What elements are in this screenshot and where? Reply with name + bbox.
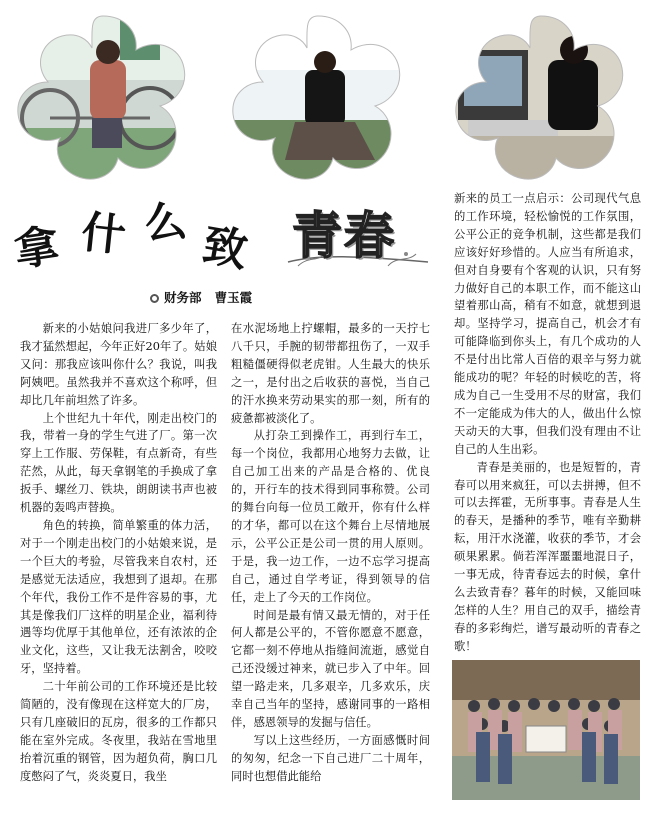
title-char: 什 xyxy=(78,206,129,263)
paragraph: 时间是最有情又最无情的，对于任何人都是公平的，不管你愿意不愿意，它都一刻不停地从指缝间流逝，感觉自己还没缓过神来，就已步入了中年。回望一路走来，几多艰辛，几多欢乐，庆幸自己当年的坚持，感谢同事的一路相伴，感恩领导的发掘与信任。 xyxy=(231,608,430,729)
article-column-2 xyxy=(231,320,430,800)
title-highlight: 青春 xyxy=(292,207,396,265)
paragraph: 新来的员工一点启示：公司现代气息的工作环境，轻松愉悦的工作氛围，公平公正的竞争机制，这些都是我们应该好好珍惜的。人应当有所追求，但对自身要有个客观的认识，只有努力做好自己的本职工作，而不能这山望着那山高，稍有不如意，就想到退却。坚持学习，提高自己，机会才有可能降临到你头上，有几个成功的人不是付出比常人百倍的艰辛与努力就能成功的呢？年轻的时候吃的苦，将成为自己一生受用不尽的财富，我们不一定能成为伟大的人，做出什么惊天动天的大事，但我们没有理由不让自己的人生出彩。 xyxy=(454,192,641,456)
article-column-3 xyxy=(454,190,641,660)
title-char: 致 xyxy=(199,219,252,278)
paragraph: 青春是美丽的，也是短暂的，青春可以用来疯狂，可以去拼搏，但不可以去挥霍，无所事事。青春是人生的春天，是播种的季节，唯有辛勤耕耘，用汗水浇灌，收获的季节，才会硕果累累。倘若浑浑噩噩地混日子，一事无成，待青春远去的时候，拿什么去致青春？暮年的时候，又能回味怎样的人生？用自己的双手，描绘青春的多彩绚烂，谱写最动听的青春之歌！ xyxy=(454,460,641,653)
article-column-1 xyxy=(20,320,217,800)
bullet-circle-icon xyxy=(150,294,159,303)
woman-at-computer-photo xyxy=(448,10,634,186)
woman-seated-outdoors-photo xyxy=(225,10,411,186)
paragraph: 在水泥场地上拧螺帽，最多的一天拧七八千只，手腕的韧带都扭伤了，一双手粗糙僵硬得似老虎钳。人生最大的快乐之一，是付出之后收获的喜悦，当自己的汗水换来劳动果实的那一刻，所有的疲惫都被淡化了。 xyxy=(231,322,430,425)
woman-with-bicycle-photo xyxy=(10,10,196,186)
title-char: 拿 xyxy=(11,220,62,277)
paragraph: 从打杂工到操作工，再到行车工，每一个岗位，我都用心地努力去做，让自己加工出来的产品是合格的、优良的，开行车的技术得到同事称赞。公司的舞台向每一位员工敞开，你有什么样的才华，都可以在这个舞台上尽情地展示，公平公正是公司一贯的用人原则。于是，我一边工作，一边不忘学习提高自己，通过自学考证，得到领导的信任，走上了今天的工作岗位。 xyxy=(231,429,430,604)
paragraph: 新来的小姑娘问我进厂多少年了，我才猛然想起，今年正好20年了。姑娘又问：那我应该叫你什么？我说，叫我阿姨吧。虽然我并不喜欢这个称呼，但却比几年前坦然了许多。 xyxy=(20,322,217,407)
paragraph: 写以上这些经历，一方面感慨时间的匆匆，纪念一下自己进厂二十周年，同时也想借此能给 xyxy=(231,733,430,783)
paragraph: 上个世纪九十年代，刚走出校门的我，带着一身的学生气进了厂。第一次穿上工作服、劳保鞋，有点新奇，有些茫然，从此，每天拿钢笔的手换成了拿扳手、螺丝刀、铁块，朗朗读书声也被机器的轰鸣声替换。 xyxy=(20,411,217,515)
byline-department: 财务部 xyxy=(164,290,202,305)
byline-author: 曹玉霞 xyxy=(214,290,253,305)
byline xyxy=(150,288,252,306)
title-char: 么 xyxy=(141,195,189,250)
group-photo xyxy=(452,660,640,800)
paragraph: 二十年前公司的工作环境还是比较简陋的，没有像现在这样宽大的厂房，只有几座破旧的瓦房，很多的工作都只能在室外完成。冬夜里，我站在雪地里抬着沉重的钢管，因为超负荷，胸口几度憋闷了气，炎炎夏日，我坐 xyxy=(20,680,217,783)
paragraph: 角色的转换，简单繁重的体力活，对于一个刚走出校门的小姑娘来说，是一个巨大的考验，尽管我来自农村，还是感觉无法适应，我想到了退却。在那个年代，我份工作不是件容易的事，尤其是像我们厂这样的明星企业，福利待遇等均优厚于其他单位，还有浓浓的企业文化，这些，又让我无法割舍，咬咬牙，坚持着。 xyxy=(20,518,217,676)
article-title xyxy=(10,190,440,278)
